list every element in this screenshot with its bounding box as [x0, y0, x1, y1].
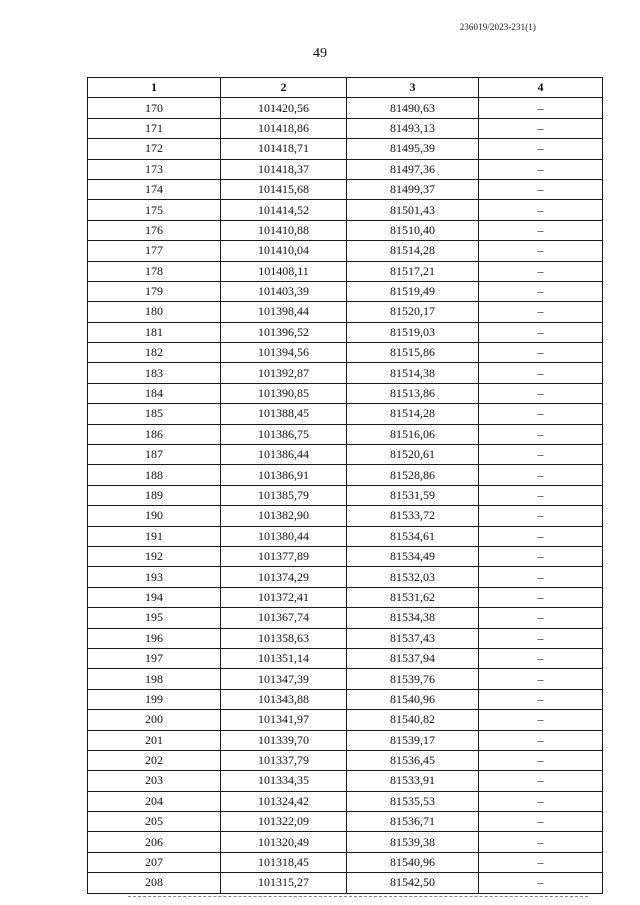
table-row — [88, 730, 603, 750]
note-cell: – — [479, 710, 603, 730]
table-row — [88, 465, 603, 485]
table-row — [88, 873, 603, 893]
y-coordinate-cell: 81497,36 — [347, 159, 479, 179]
x-coordinate-cell: 101418,71 — [221, 139, 347, 159]
y-coordinate-cell: 81531,59 — [347, 485, 479, 505]
note-cell: – — [479, 526, 603, 546]
table-row — [88, 771, 603, 791]
table-row — [88, 832, 603, 852]
x-coordinate-cell: 101408,11 — [221, 261, 347, 281]
table-header-row — [88, 78, 603, 98]
x-coordinate-cell: 101343,88 — [221, 689, 347, 709]
x-coordinate-cell: 101337,79 — [221, 750, 347, 770]
note-cell: – — [479, 281, 603, 301]
y-coordinate-cell: 81535,53 — [347, 791, 479, 811]
point-number-cell: 199 — [88, 689, 221, 709]
y-coordinate-cell: 81501,43 — [347, 200, 479, 220]
note-cell: – — [479, 771, 603, 791]
x-coordinate-cell: 101410,88 — [221, 220, 347, 240]
note-cell: – — [479, 445, 603, 465]
note-cell: – — [479, 322, 603, 342]
table-row — [88, 424, 603, 444]
point-number-cell: 203 — [88, 771, 221, 791]
note-cell: – — [479, 506, 603, 526]
x-coordinate-cell: 101358,63 — [221, 628, 347, 648]
note-cell: – — [479, 363, 603, 383]
table-row — [88, 689, 603, 709]
y-coordinate-cell: 81540,82 — [347, 710, 479, 730]
note-cell: – — [479, 567, 603, 587]
note-cell: – — [479, 118, 603, 138]
table-row — [88, 281, 603, 301]
table-row — [88, 118, 603, 138]
table-row — [88, 445, 603, 465]
table-row — [88, 139, 603, 159]
point-number-cell: 200 — [88, 710, 221, 730]
x-coordinate-cell: 101380,44 — [221, 526, 347, 546]
y-coordinate-cell: 81493,13 — [347, 118, 479, 138]
table-row — [88, 710, 603, 730]
table-row — [88, 812, 603, 832]
point-number-cell: 174 — [88, 179, 221, 199]
table-row — [88, 587, 603, 607]
x-coordinate-cell: 101382,90 — [221, 506, 347, 526]
table-row — [88, 506, 603, 526]
y-coordinate-cell: 81531,62 — [347, 587, 479, 607]
point-number-cell: 180 — [88, 302, 221, 322]
x-coordinate-cell: 101318,45 — [221, 852, 347, 872]
point-number-cell: 194 — [88, 587, 221, 607]
note-cell: – — [479, 404, 603, 424]
x-coordinate-cell: 101324,42 — [221, 791, 347, 811]
note-cell: – — [479, 546, 603, 566]
y-coordinate-cell: 81510,40 — [347, 220, 479, 240]
note-cell: – — [479, 689, 603, 709]
point-number-cell: 207 — [88, 852, 221, 872]
page-number: 49 — [313, 46, 327, 61]
x-coordinate-cell: 101396,52 — [221, 322, 347, 342]
point-number-cell: 187 — [88, 445, 221, 465]
note-cell: – — [479, 139, 603, 159]
table-row — [88, 750, 603, 770]
x-coordinate-cell: 101385,79 — [221, 485, 347, 505]
point-number-cell: 176 — [88, 220, 221, 240]
y-coordinate-cell: 81519,49 — [347, 281, 479, 301]
coordinates-table — [87, 77, 603, 894]
x-coordinate-cell: 101398,44 — [221, 302, 347, 322]
y-coordinate-cell: 81516,06 — [347, 424, 479, 444]
point-number-cell: 173 — [88, 159, 221, 179]
point-number-cell: 208 — [88, 873, 221, 893]
x-coordinate-cell: 101414,52 — [221, 200, 347, 220]
y-coordinate-cell: 81539,76 — [347, 669, 479, 689]
note-cell: – — [479, 832, 603, 852]
column-header-2: 2 — [221, 78, 347, 98]
y-coordinate-cell: 81534,49 — [347, 546, 479, 566]
point-number-cell: 196 — [88, 628, 221, 648]
x-coordinate-cell: 101341,97 — [221, 710, 347, 730]
x-coordinate-cell: 101372,41 — [221, 587, 347, 607]
x-coordinate-cell: 101415,68 — [221, 179, 347, 199]
note-cell: – — [479, 873, 603, 893]
table-row — [88, 159, 603, 179]
point-number-cell: 191 — [88, 526, 221, 546]
table-row — [88, 220, 603, 240]
point-number-cell: 186 — [88, 424, 221, 444]
table-row — [88, 608, 603, 628]
table-row — [88, 363, 603, 383]
point-number-cell: 181 — [88, 322, 221, 342]
note-cell: – — [479, 628, 603, 648]
table-row — [88, 669, 603, 689]
y-coordinate-cell: 81517,21 — [347, 261, 479, 281]
y-coordinate-cell: 81532,03 — [347, 567, 479, 587]
point-number-cell: 197 — [88, 648, 221, 668]
y-coordinate-cell: 81537,43 — [347, 628, 479, 648]
x-coordinate-cell: 101377,89 — [221, 546, 347, 566]
point-number-cell: 185 — [88, 404, 221, 424]
x-coordinate-cell: 101334,35 — [221, 771, 347, 791]
y-coordinate-cell: 81536,71 — [347, 812, 479, 832]
point-number-cell: 205 — [88, 812, 221, 832]
column-header-4: 4 — [479, 78, 603, 98]
y-coordinate-cell: 81495,39 — [347, 139, 479, 159]
point-number-cell: 195 — [88, 608, 221, 628]
point-number-cell: 171 — [88, 118, 221, 138]
y-coordinate-cell: 81515,86 — [347, 343, 479, 363]
y-coordinate-cell: 81537,94 — [347, 648, 479, 668]
table-row — [88, 567, 603, 587]
y-coordinate-cell: 81534,38 — [347, 608, 479, 628]
table-row — [88, 852, 603, 872]
note-cell: – — [479, 179, 603, 199]
x-coordinate-cell: 101351,14 — [221, 648, 347, 668]
note-cell: – — [479, 98, 603, 118]
x-coordinate-cell: 101420,56 — [221, 98, 347, 118]
y-coordinate-cell: 81533,91 — [347, 771, 479, 791]
y-coordinate-cell: 81540,96 — [347, 689, 479, 709]
note-cell: – — [479, 220, 603, 240]
point-number-cell: 170 — [88, 98, 221, 118]
note-cell: – — [479, 424, 603, 444]
note-cell: – — [479, 812, 603, 832]
point-number-cell: 206 — [88, 832, 221, 852]
x-coordinate-cell: 101390,85 — [221, 383, 347, 403]
x-coordinate-cell: 101386,44 — [221, 445, 347, 465]
point-number-cell: 178 — [88, 261, 221, 281]
x-coordinate-cell: 101367,74 — [221, 608, 347, 628]
point-number-cell: 175 — [88, 200, 221, 220]
y-coordinate-cell: 81520,61 — [347, 445, 479, 465]
note-cell: – — [479, 465, 603, 485]
note-cell: – — [479, 730, 603, 750]
table-row — [88, 383, 603, 403]
table-row — [88, 404, 603, 424]
point-number-cell: 202 — [88, 750, 221, 770]
note-cell: – — [479, 750, 603, 770]
y-coordinate-cell: 81520,17 — [347, 302, 479, 322]
x-coordinate-cell: 101320,49 — [221, 832, 347, 852]
table-row — [88, 98, 603, 118]
y-coordinate-cell: 81539,38 — [347, 832, 479, 852]
point-number-cell: 183 — [88, 363, 221, 383]
point-number-cell: 192 — [88, 546, 221, 566]
x-coordinate-cell: 101392,87 — [221, 363, 347, 383]
x-coordinate-cell: 101418,86 — [221, 118, 347, 138]
column-header-3: 3 — [347, 78, 479, 98]
note-cell: – — [479, 200, 603, 220]
table-row — [88, 302, 603, 322]
y-coordinate-cell: 81534,61 — [347, 526, 479, 546]
y-coordinate-cell: 81514,28 — [347, 241, 479, 261]
table-row — [88, 485, 603, 505]
note-cell: – — [479, 608, 603, 628]
note-cell: – — [479, 587, 603, 607]
table-row — [88, 791, 603, 811]
point-number-cell: 189 — [88, 485, 221, 505]
note-cell: – — [479, 791, 603, 811]
column-header-1: 1 — [88, 78, 221, 98]
x-coordinate-cell: 101403,39 — [221, 281, 347, 301]
note-cell: – — [479, 669, 603, 689]
y-coordinate-cell: 81499,37 — [347, 179, 479, 199]
table-row — [88, 648, 603, 668]
y-coordinate-cell: 81514,28 — [347, 404, 479, 424]
x-coordinate-cell: 101386,91 — [221, 465, 347, 485]
x-coordinate-cell: 101386,75 — [221, 424, 347, 444]
y-coordinate-cell: 81539,17 — [347, 730, 479, 750]
x-coordinate-cell: 101374,29 — [221, 567, 347, 587]
y-coordinate-cell: 81540,96 — [347, 852, 479, 872]
x-coordinate-cell: 101410,04 — [221, 241, 347, 261]
footer-divider — [128, 896, 588, 899]
table-row — [88, 200, 603, 220]
y-coordinate-cell: 81533,72 — [347, 506, 479, 526]
point-number-cell: 172 — [88, 139, 221, 159]
note-cell: – — [479, 159, 603, 179]
point-number-cell: 184 — [88, 383, 221, 403]
note-cell: – — [479, 485, 603, 505]
note-cell: – — [479, 241, 603, 261]
x-coordinate-cell: 101339,70 — [221, 730, 347, 750]
table-row — [88, 343, 603, 363]
x-coordinate-cell: 101418,37 — [221, 159, 347, 179]
note-cell: – — [479, 343, 603, 363]
point-number-cell: 179 — [88, 281, 221, 301]
point-number-cell: 190 — [88, 506, 221, 526]
point-number-cell: 198 — [88, 669, 221, 689]
point-number-cell: 177 — [88, 241, 221, 261]
note-cell: – — [479, 648, 603, 668]
y-coordinate-cell: 81528,86 — [347, 465, 479, 485]
table-row — [88, 546, 603, 566]
note-cell: – — [479, 261, 603, 281]
note-cell: – — [479, 852, 603, 872]
x-coordinate-cell: 101322,09 — [221, 812, 347, 832]
point-number-cell: 188 — [88, 465, 221, 485]
note-cell: – — [479, 302, 603, 322]
table-row — [88, 261, 603, 281]
point-number-cell: 204 — [88, 791, 221, 811]
y-coordinate-cell: 81536,45 — [347, 750, 479, 770]
point-number-cell: 182 — [88, 343, 221, 363]
table-row — [88, 322, 603, 342]
y-coordinate-cell: 81490,63 — [347, 98, 479, 118]
point-number-cell: 193 — [88, 567, 221, 587]
table-row — [88, 179, 603, 199]
x-coordinate-cell: 101394,56 — [221, 343, 347, 363]
y-coordinate-cell: 81542,50 — [347, 873, 479, 893]
table-row — [88, 526, 603, 546]
x-coordinate-cell: 101388,45 — [221, 404, 347, 424]
document-reference: 236019/2023-231(1) — [459, 22, 536, 32]
y-coordinate-cell: 81519,03 — [347, 322, 479, 342]
table-body — [88, 98, 603, 893]
table-row — [88, 628, 603, 648]
note-cell: – — [479, 383, 603, 403]
y-coordinate-cell: 81514,38 — [347, 363, 479, 383]
table-row — [88, 241, 603, 261]
point-number-cell: 201 — [88, 730, 221, 750]
x-coordinate-cell: 101315,27 — [221, 873, 347, 893]
x-coordinate-cell: 101347,39 — [221, 669, 347, 689]
y-coordinate-cell: 81513,86 — [347, 383, 479, 403]
